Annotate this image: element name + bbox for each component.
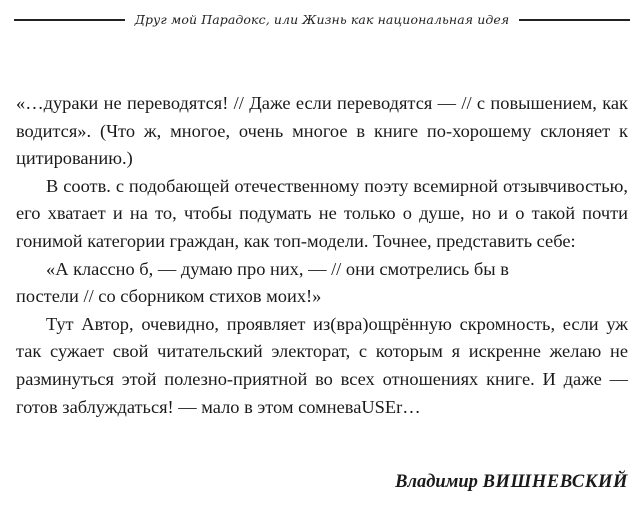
paragraph-responsiveness: В соотв. с подобающей отечественному поэту всемирной отзывчивостью, его хватает и на то, чтобы подумать не только о душе, но и о такой почти гонимой категории граждан, как топ-модели. Точнее, представить себе: xyxy=(16,175,628,251)
header-rule-right xyxy=(519,19,630,21)
running-header xyxy=(14,12,630,27)
header-rule-left xyxy=(14,19,125,21)
paragraph-author-modesty: Тут Автор, очевидно, проявляет из(вра)ощрённую скромность, если уж так сужает свой читательский электорат, с которым я искренне желаю не разминуться этой полезно-приятной во всех отношениях книге. И даже — готов заблуждаться! — мало в этом сомневаUSEr… xyxy=(16,313,628,417)
signature-first-name: Владимир xyxy=(395,472,478,492)
signature-surname: ВИШНЕВСКИЙ xyxy=(482,472,628,492)
verse-line-1: «А классно б, — думаю про них, — // они смотрелись бы в xyxy=(46,258,509,279)
running-header-title: Друг мой Парадокс, или Жизнь как национальная идея xyxy=(134,12,510,27)
paragraph-quote-opening: «…дураки не переводятся! // Даже если переводятся — // с повышением, как водится». (Что ж, многое, очень многое в книге по-хорошему склоняет к цитированию.) xyxy=(16,93,628,169)
author-signature xyxy=(395,472,628,493)
body-text xyxy=(16,90,628,421)
verse-line-2: постели // со сборником стихов моих!» xyxy=(16,286,322,307)
